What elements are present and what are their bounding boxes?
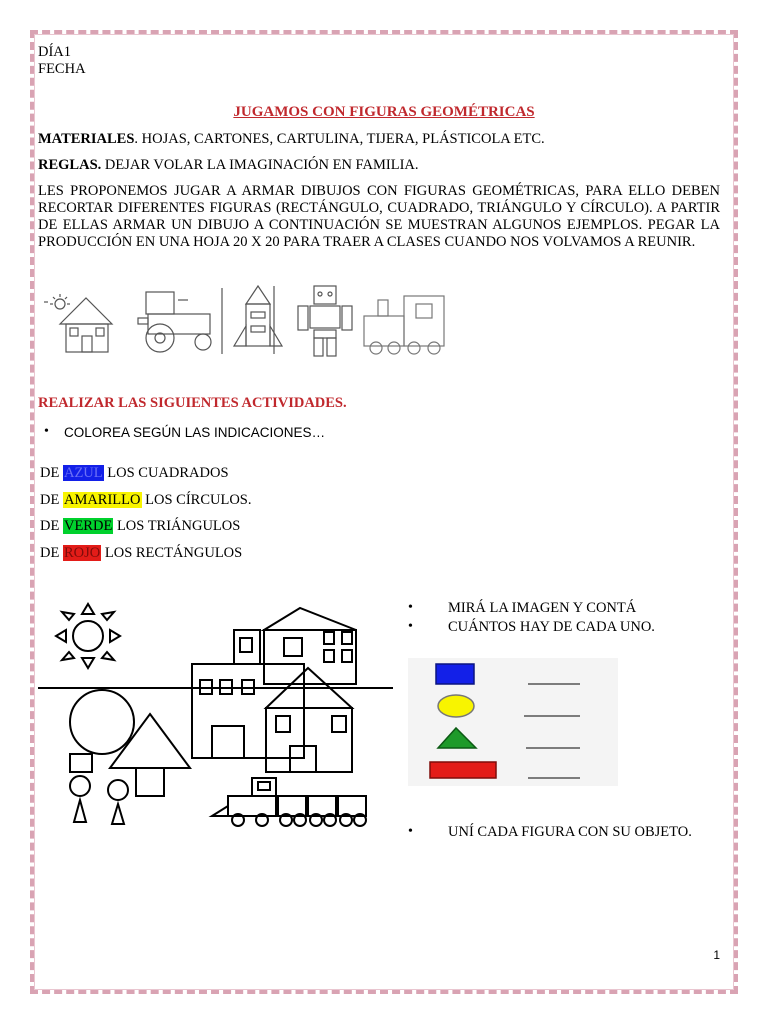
scene-main-building <box>192 630 304 758</box>
materials-text: . HOJAS, CARTONES, CARTULINA, TIJERA, PLÁSTICOLA ETC. <box>134 131 545 147</box>
example-drawings <box>38 282 458 362</box>
bullet-icon: • <box>408 619 413 634</box>
color-word-green: VERDE <box>63 518 113 534</box>
bullet-icon: • <box>408 600 413 615</box>
decorative-page-border-inner <box>34 34 734 990</box>
scene-sun <box>56 604 120 668</box>
date-label: FECHA <box>38 61 86 77</box>
page-number: 1 <box>713 948 720 962</box>
color-instruction <box>64 424 325 441</box>
color-line-green <box>40 518 240 535</box>
bullet-icon: • <box>408 824 413 839</box>
scene-person-body <box>74 800 86 822</box>
page-title: JUGAMOS CON FIGURAS GEOMÉTRICAS <box>233 104 535 120</box>
color-line-prefix: DE <box>40 465 63 481</box>
how-many-instruction: CUÁNTOS HAY DE CADA UNO. <box>448 619 655 635</box>
color-line-yellow <box>40 492 251 509</box>
instructions-paragraph: LES PROPONEMOS JUGAR A ARMAR DIBUJOS CON FIGURAS GEOMÉTRICAS, PARA ELLO DEBEN RECORTAR DIFERENTES FIGURAS (RECTÁNGULO, CUADRADO, TRIÁNGULO Y CÍRCULO). A PARTIR DE ELLAS ARMAR UN DIBUJO A CONTINUACIÓN SE MUESTRAN ALGUNOS EJEMPLOS. PEGAR LA PRODUCCIÓN EN UNA HOJA 20 X 20 PARA TRAER A CLASES CUANDO NOS VOLVAMOS A REUNIR. <box>38 183 720 250</box>
color-line-suffix: LOS RECTÁNGULOS <box>101 545 243 561</box>
look-and-count-instruction: MIRÁ LA IMAGEN Y CONTÁ <box>448 600 637 616</box>
color-line-blue <box>40 465 229 482</box>
scene-train <box>212 778 366 826</box>
materials-label: MATERIALES <box>38 131 135 147</box>
color-line-red <box>40 545 242 562</box>
example-tractor <box>138 292 211 352</box>
scene-person-head <box>108 780 128 800</box>
color-line-prefix: DE <box>40 545 63 561</box>
materials-line <box>38 131 545 148</box>
geometric-scene-drawing <box>38 600 398 830</box>
legend-square-shape <box>436 664 474 684</box>
scene-person-body <box>112 804 124 824</box>
example-house <box>44 294 112 352</box>
rules-text: DEJAR VOLAR LA IMAGINACIÓN EN FAMILIA. <box>101 157 419 173</box>
match-instruction: UNÍ CADA FIGURA CON SU OBJETO. <box>448 824 692 840</box>
scene-tree-trunk <box>70 754 92 772</box>
color-instruction-ellipsis: … <box>311 425 326 440</box>
rules-line <box>38 157 419 174</box>
scene-triangle-tree <box>110 714 190 768</box>
example-robot <box>298 286 352 356</box>
counting-legend <box>408 658 618 788</box>
color-word-blue: AZUL <box>63 465 103 481</box>
scene-tower <box>264 608 356 684</box>
rules-label: REGLAS. <box>38 157 102 173</box>
color-word-yellow: AMARILLO <box>63 492 141 508</box>
color-line-prefix: DE <box>40 518 63 534</box>
color-line-prefix: DE <box>40 492 63 508</box>
day-label: DÍA1 <box>38 44 72 60</box>
bullet-icon: • <box>44 424 49 439</box>
activities-heading: REALIZAR LAS SIGUIENTES ACTIVIDADES. <box>38 395 347 411</box>
color-line-suffix: LOS TRIÁNGULOS <box>113 518 241 534</box>
color-line-suffix: LOS CÍRCULOS. <box>141 492 252 508</box>
scene-person-head <box>70 776 90 796</box>
legend-circle-shape <box>438 695 474 717</box>
example-rocket <box>222 286 282 354</box>
legend-rectangle-shape <box>430 762 496 778</box>
color-word-red: ROJO <box>63 545 101 561</box>
example-train <box>364 296 444 354</box>
color-line-suffix: LOS CUADRADOS <box>103 465 229 481</box>
scene-triangle-tree-trunk <box>136 768 164 796</box>
color-instruction-text: COLOREA SEGÚN LAS INDICACIONES <box>64 425 312 440</box>
scene-tree-crown <box>70 690 134 754</box>
